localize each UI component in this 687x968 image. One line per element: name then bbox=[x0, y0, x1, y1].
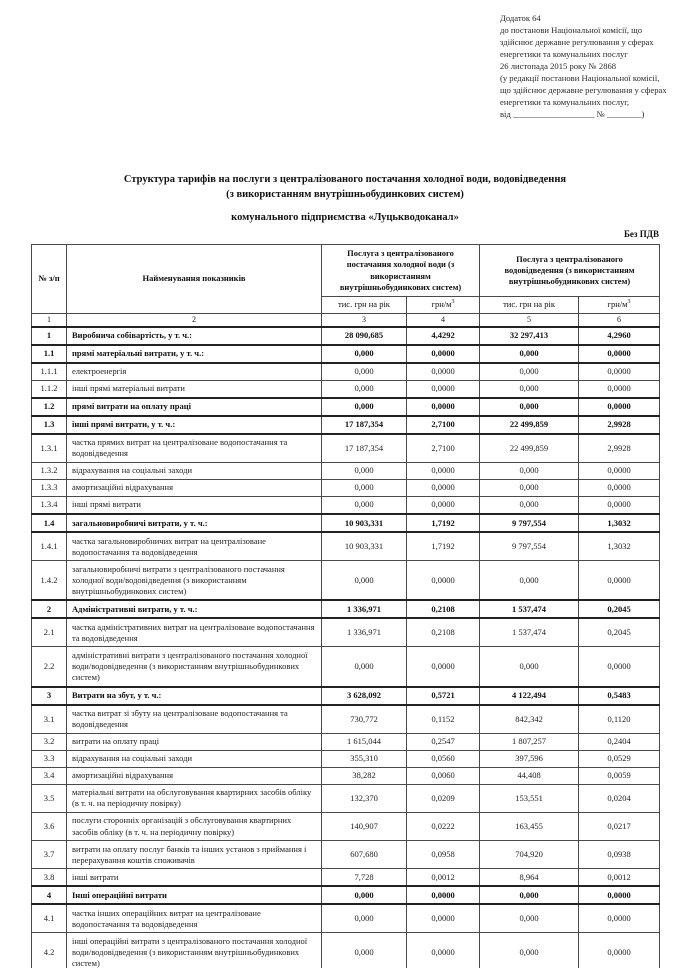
row-value-cell: 0,000 bbox=[322, 496, 407, 514]
row-value-cell: 0,0000 bbox=[407, 933, 480, 968]
row-value-cell: 2,7100 bbox=[407, 416, 480, 434]
row-value-cell: 0,0000 bbox=[579, 380, 660, 398]
row-value-cell: 0,000 bbox=[322, 933, 407, 968]
row-value-cell: 2,9928 bbox=[579, 416, 660, 434]
table-row bbox=[32, 479, 660, 496]
header-group-sewage: Послуга з централізованого водовідведення (з використанням внутрішньобудинкових систем) bbox=[480, 245, 660, 297]
row-value-cell: 0,0217 bbox=[579, 812, 660, 840]
row-value-cell: 1 807,257 bbox=[480, 733, 579, 750]
table-row bbox=[32, 600, 660, 618]
row-label-cell: витрати на оплату праці bbox=[67, 733, 322, 750]
row-value-cell: 1 336,971 bbox=[322, 600, 407, 618]
row-value-cell: 10 903,331 bbox=[322, 514, 407, 532]
row-value-cell: 0,000 bbox=[480, 561, 579, 601]
row-value-cell: 0,0000 bbox=[407, 496, 480, 514]
table-row bbox=[32, 767, 660, 784]
row-label-cell: загальновиробничі витрати, у т. ч.: bbox=[67, 514, 322, 532]
row-value-cell: 3 628,092 bbox=[322, 687, 407, 705]
row-label-cell: інші прямі витрати bbox=[67, 496, 322, 514]
row-value-cell: 0,000 bbox=[322, 479, 407, 496]
row-value-cell: 0,0000 bbox=[579, 647, 660, 687]
row-number-cell: 1.3.4 bbox=[32, 496, 67, 514]
row-number-cell: 2 bbox=[32, 600, 67, 618]
header-col-num: № з/п bbox=[32, 245, 67, 314]
row-value-cell: 0,000 bbox=[322, 345, 407, 363]
row-number-cell: 3.4 bbox=[32, 767, 67, 784]
row-number-cell: 3.5 bbox=[32, 784, 67, 812]
row-value-cell: 0,0560 bbox=[407, 750, 480, 767]
row-value-cell: 0,000 bbox=[480, 363, 579, 381]
row-number-cell: 3.2 bbox=[32, 733, 67, 750]
table-row bbox=[32, 363, 660, 381]
row-number-cell: 3.1 bbox=[32, 705, 67, 734]
table-row bbox=[32, 687, 660, 705]
row-value-cell: 0,0012 bbox=[579, 869, 660, 887]
row-value-cell: 0,000 bbox=[480, 904, 579, 933]
table-row bbox=[32, 416, 660, 434]
row-label-cell: інші операційні витрати з централізованого постачання холодної води/водовідведення (з використанням внутрішньобудинкових систем) bbox=[67, 933, 322, 968]
table-row bbox=[32, 647, 660, 687]
table-row bbox=[32, 514, 660, 532]
row-number-cell: 1.3.3 bbox=[32, 479, 67, 496]
row-label-cell: частка загальновиробничих витрат на централізоване водопостачання та водовідведення bbox=[67, 532, 322, 561]
row-value-cell: 9 797,554 bbox=[480, 532, 579, 561]
row-value-cell: 0,000 bbox=[480, 380, 579, 398]
row-value-cell: 0,000 bbox=[480, 345, 579, 363]
row-number-cell: 1.1.1 bbox=[32, 363, 67, 381]
row-value-cell: 0,2108 bbox=[407, 600, 480, 618]
row-value-cell: 0,000 bbox=[480, 933, 579, 968]
row-value-cell: 0,0000 bbox=[407, 462, 480, 479]
appendix-line: (у редакції постанови Національної комісії, bbox=[500, 73, 660, 83]
unit-label: грн/м bbox=[431, 299, 452, 310]
table-row bbox=[32, 462, 660, 479]
row-value-cell: 0,5721 bbox=[407, 687, 480, 705]
row-label-cell: Виробнича собівартість, у т. ч.: bbox=[67, 327, 322, 345]
row-label-cell: частка прямих витрат на централізоване водопостачання та водовідведення bbox=[67, 434, 322, 463]
row-value-cell: 0,2404 bbox=[579, 733, 660, 750]
column-number: 5 bbox=[480, 314, 579, 327]
row-label-cell: прямі витрати на оплату праці bbox=[67, 398, 322, 416]
column-number: 6 bbox=[579, 314, 660, 327]
row-number-cell: 2.2 bbox=[32, 647, 67, 687]
unit-label: тис. грн на рік bbox=[503, 299, 555, 310]
row-value-cell: 730,772 bbox=[322, 705, 407, 734]
row-value-cell: 0,000 bbox=[322, 398, 407, 416]
row-value-cell: 4 122,494 bbox=[480, 687, 579, 705]
row-label-cell: Адміністративні витрати, у т. ч.: bbox=[67, 600, 322, 618]
appendix-line: здійснює державне регулювання у сферах bbox=[500, 37, 654, 47]
table-row bbox=[32, 904, 660, 933]
row-value-cell: 28 090,685 bbox=[322, 327, 407, 345]
row-value-cell: 0,0000 bbox=[579, 345, 660, 363]
row-value-cell: 9 797,554 bbox=[480, 514, 579, 532]
row-value-cell: 0,0000 bbox=[579, 904, 660, 933]
row-value-cell: 0,0000 bbox=[407, 886, 480, 904]
row-number-cell: 1.1 bbox=[32, 345, 67, 363]
row-number-cell: 1.1.2 bbox=[32, 380, 67, 398]
row-value-cell: 0,1120 bbox=[579, 705, 660, 734]
row-value-cell: 397,596 bbox=[480, 750, 579, 767]
appendix-line: Додаток 64 bbox=[500, 13, 541, 23]
row-value-cell: 7,728 bbox=[322, 869, 407, 887]
row-value-cell: 0,000 bbox=[480, 479, 579, 496]
row-value-cell: 0,000 bbox=[480, 647, 579, 687]
row-value-cell: 22 499,859 bbox=[480, 416, 579, 434]
row-number-cell: 1.3 bbox=[32, 416, 67, 434]
row-value-cell: 0,0060 bbox=[407, 767, 480, 784]
row-value-cell: 17 187,354 bbox=[322, 434, 407, 463]
unit-water-per-m3 bbox=[407, 297, 480, 314]
appendix-line: що здійснює державне регулювання у сферах bbox=[500, 85, 667, 95]
row-number-cell: 3.3 bbox=[32, 750, 67, 767]
row-value-cell: 22 499,859 bbox=[480, 434, 579, 463]
row-value-cell: 1 336,971 bbox=[322, 618, 407, 647]
table-row bbox=[32, 380, 660, 398]
row-label-cell: відрахування на соціальні заходи bbox=[67, 462, 322, 479]
table-row bbox=[32, 869, 660, 887]
column-number: 2 bbox=[67, 314, 322, 327]
row-value-cell: 153,551 bbox=[480, 784, 579, 812]
row-value-cell: 1,3032 bbox=[579, 514, 660, 532]
table-row bbox=[32, 841, 660, 869]
table-row bbox=[32, 327, 660, 345]
row-value-cell: 0,0000 bbox=[407, 345, 480, 363]
header-group-water-supply: Послуга з централізованого постачання холодної води (з використанням внутрішньобудинкових систем) bbox=[322, 245, 480, 297]
row-label-cell: матеріальні витрати на обслуговування квартирних засобів обліку (в т. ч. на періодичну повірку) bbox=[67, 784, 322, 812]
row-value-cell: 2,7100 bbox=[407, 434, 480, 463]
table-row bbox=[32, 434, 660, 463]
row-value-cell: 0,1152 bbox=[407, 705, 480, 734]
appendix-note bbox=[500, 12, 686, 120]
row-value-cell: 1 615,044 bbox=[322, 733, 407, 750]
row-value-cell: 140,907 bbox=[322, 812, 407, 840]
row-value-cell: 0,000 bbox=[322, 904, 407, 933]
row-value-cell: 0,0000 bbox=[579, 462, 660, 479]
unit-superscript: 3 bbox=[451, 299, 455, 306]
row-value-cell: 0,0000 bbox=[579, 363, 660, 381]
row-number-cell: 1.4.2 bbox=[32, 561, 67, 601]
unit-water-per-year bbox=[322, 297, 407, 314]
row-value-cell: 842,342 bbox=[480, 705, 579, 734]
column-numbering-row bbox=[32, 314, 660, 327]
unit-label: грн/м bbox=[607, 299, 628, 310]
table-row bbox=[32, 532, 660, 561]
row-value-cell: 1,7192 bbox=[407, 532, 480, 561]
table-row bbox=[32, 398, 660, 416]
row-value-cell: 32 297,413 bbox=[480, 327, 579, 345]
row-value-cell: 4,4292 bbox=[407, 327, 480, 345]
row-value-cell: 4,2960 bbox=[579, 327, 660, 345]
table-row bbox=[32, 812, 660, 840]
unit-sewage-per-m3 bbox=[579, 297, 660, 314]
row-value-cell: 0,0000 bbox=[579, 496, 660, 514]
row-value-cell: 0,0222 bbox=[407, 812, 480, 840]
row-value-cell: 0,2108 bbox=[407, 618, 480, 647]
row-number-cell: 1.3.2 bbox=[32, 462, 67, 479]
row-value-cell: 0,0000 bbox=[407, 363, 480, 381]
table-row bbox=[32, 784, 660, 812]
row-value-cell: 8,964 bbox=[480, 869, 579, 887]
row-label-cell: адміністративні витрати з централізованого постачання холодної води/водовідведення (з використанням внутрішньобудинкових систем) bbox=[67, 647, 322, 687]
row-value-cell: 0,0209 bbox=[407, 784, 480, 812]
row-value-cell: 0,0059 bbox=[579, 767, 660, 784]
row-value-cell: 0,000 bbox=[322, 363, 407, 381]
row-value-cell: 0,000 bbox=[322, 886, 407, 904]
row-value-cell: 704,920 bbox=[480, 841, 579, 869]
row-value-cell: 0,2547 bbox=[407, 733, 480, 750]
row-value-cell: 1,7192 bbox=[407, 514, 480, 532]
table-row bbox=[32, 733, 660, 750]
table-row bbox=[32, 496, 660, 514]
row-value-cell: 17 187,354 bbox=[322, 416, 407, 434]
row-label-cell: амортизаційні відрахування bbox=[67, 479, 322, 496]
row-label-cell: відрахування на соціальні заходи bbox=[67, 750, 322, 767]
row-value-cell: 0,0000 bbox=[407, 380, 480, 398]
row-value-cell: 0,000 bbox=[480, 496, 579, 514]
row-value-cell: 0,2045 bbox=[579, 618, 660, 647]
row-value-cell: 38,282 bbox=[322, 767, 407, 784]
row-label-cell: інші прямі матеріальні витрати bbox=[67, 380, 322, 398]
row-value-cell: 1 537,474 bbox=[480, 600, 579, 618]
row-value-cell: 132,370 bbox=[322, 784, 407, 812]
header-col-name: Найменування показників bbox=[67, 245, 322, 314]
table-row bbox=[32, 750, 660, 767]
row-label-cell: Витрати на збут, у т. ч.: bbox=[67, 687, 322, 705]
row-value-cell: 0,0000 bbox=[407, 561, 480, 601]
row-label-cell: амортизаційні відрахування bbox=[67, 767, 322, 784]
row-value-cell: 0,000 bbox=[322, 380, 407, 398]
row-number-cell: 1.3.1 bbox=[32, 434, 67, 463]
row-label-cell: послуги сторонніх організацій з обслуговування квартирних засобів обліку (в т. ч. на періодичну повірку) bbox=[67, 812, 322, 840]
row-label-cell: електроенергія bbox=[67, 363, 322, 381]
row-number-cell: 2.1 bbox=[32, 618, 67, 647]
row-value-cell: 355,310 bbox=[322, 750, 407, 767]
row-number-cell: 1.4.1 bbox=[32, 532, 67, 561]
row-value-cell: 0,000 bbox=[480, 398, 579, 416]
vat-note: Без ПДВ bbox=[623, 229, 659, 239]
row-value-cell: 0,000 bbox=[322, 561, 407, 601]
row-number-cell: 3 bbox=[32, 687, 67, 705]
row-value-cell: 0,0204 bbox=[579, 784, 660, 812]
table-row bbox=[32, 705, 660, 734]
row-value-cell: 0,2045 bbox=[579, 600, 660, 618]
row-label-cell: інші прямі витрати, у т. ч.: bbox=[67, 416, 322, 434]
row-number-cell: 4.2 bbox=[32, 933, 67, 968]
row-value-cell: 0,0000 bbox=[407, 398, 480, 416]
row-value-cell: 0,000 bbox=[480, 462, 579, 479]
row-value-cell: 0,0000 bbox=[579, 479, 660, 496]
row-number-cell: 1 bbox=[32, 327, 67, 345]
column-number: 1 bbox=[32, 314, 67, 327]
row-value-cell: 0,000 bbox=[480, 886, 579, 904]
row-label-cell: частка інших операційних витрат на централізоване водопостачання та водовідведення bbox=[67, 904, 322, 933]
row-value-cell: 1 537,474 bbox=[480, 618, 579, 647]
row-value-cell: 2,9928 bbox=[579, 434, 660, 463]
row-value-cell: 1,3032 bbox=[579, 532, 660, 561]
table-header-row bbox=[32, 245, 660, 297]
row-value-cell: 0,5483 bbox=[579, 687, 660, 705]
table-row bbox=[32, 345, 660, 363]
row-value-cell: 0,000 bbox=[322, 462, 407, 479]
row-number-cell: 3.8 bbox=[32, 869, 67, 887]
appendix-line: енергетики та комунальних послуг, bbox=[500, 97, 630, 107]
title-line-1: Структура тарифів на послуги з централізованого постачання холодної води, водовідведення bbox=[123, 174, 567, 185]
row-label-cell: витрати на оплату послуг банків та інших установ з приймання і перерахування коштів споживачів bbox=[67, 841, 322, 869]
row-number-cell: 3.6 bbox=[32, 812, 67, 840]
table-row bbox=[32, 618, 660, 647]
appendix-line: енергетики та комунальних послуг bbox=[500, 49, 628, 59]
row-label-cell: інші витрати bbox=[67, 869, 322, 887]
table-row bbox=[32, 561, 660, 601]
column-number: 4 bbox=[407, 314, 480, 327]
unit-label: тис. грн на рік bbox=[338, 299, 390, 310]
row-value-cell: 0,0000 bbox=[407, 904, 480, 933]
row-number-cell: 3.7 bbox=[32, 841, 67, 869]
row-label-cell: частка витрат зі збуту на централізоване водопостачання та водовідведення bbox=[67, 705, 322, 734]
title-line-3: комунального підприємства «Луцькводоканал» bbox=[231, 212, 459, 223]
unit-superscript: 3 bbox=[627, 299, 631, 306]
row-value-cell: 0,0000 bbox=[407, 479, 480, 496]
row-value-cell: 0,0000 bbox=[407, 647, 480, 687]
row-value-cell: 0,0000 bbox=[579, 561, 660, 601]
row-value-cell: 10 903,331 bbox=[322, 532, 407, 561]
row-label-cell: загальновиробничі витрати з централізованого постачання холодної води/водовідведення (з використанням внутрішньобудинкових систем) bbox=[67, 561, 322, 601]
row-value-cell: 0,0938 bbox=[579, 841, 660, 869]
row-number-cell: 4 bbox=[32, 886, 67, 904]
row-value-cell: 0,0000 bbox=[579, 933, 660, 968]
tariff-table bbox=[31, 244, 660, 968]
document-title bbox=[30, 172, 660, 225]
row-number-cell: 4.1 bbox=[32, 904, 67, 933]
appendix-line: 26 листопада 2015 року № 2868 bbox=[500, 61, 617, 71]
unit-sewage-per-year bbox=[480, 297, 579, 314]
row-value-cell: 0,0000 bbox=[579, 886, 660, 904]
appendix-line: від ___________________ № ________) bbox=[500, 109, 645, 119]
table-row bbox=[32, 933, 660, 968]
row-label-cell: частка адміністративних витрат на централізоване водопостачання та водовідведення bbox=[67, 618, 322, 647]
row-value-cell: 607,680 bbox=[322, 841, 407, 869]
appendix-line: до постанови Національної комісії, що bbox=[500, 25, 643, 35]
row-value-cell: 0,0958 bbox=[407, 841, 480, 869]
row-value-cell: 0,0000 bbox=[579, 398, 660, 416]
title-line-2: (з використанням внутрішньобудинкових систем) bbox=[226, 189, 464, 200]
row-number-cell: 1.2 bbox=[32, 398, 67, 416]
column-number: 3 bbox=[322, 314, 407, 327]
row-number-cell: 1.4 bbox=[32, 514, 67, 532]
row-value-cell: 0,0012 bbox=[407, 869, 480, 887]
row-value-cell: 44,408 bbox=[480, 767, 579, 784]
row-label-cell: прямі матеріальні витрати, у т. ч.: bbox=[67, 345, 322, 363]
row-value-cell: 0,0529 bbox=[579, 750, 660, 767]
row-value-cell: 0,000 bbox=[322, 647, 407, 687]
tariff-table-body bbox=[32, 327, 660, 968]
row-label-cell: Інші операційні витрати bbox=[67, 886, 322, 904]
row-value-cell: 163,455 bbox=[480, 812, 579, 840]
table-row bbox=[32, 886, 660, 904]
